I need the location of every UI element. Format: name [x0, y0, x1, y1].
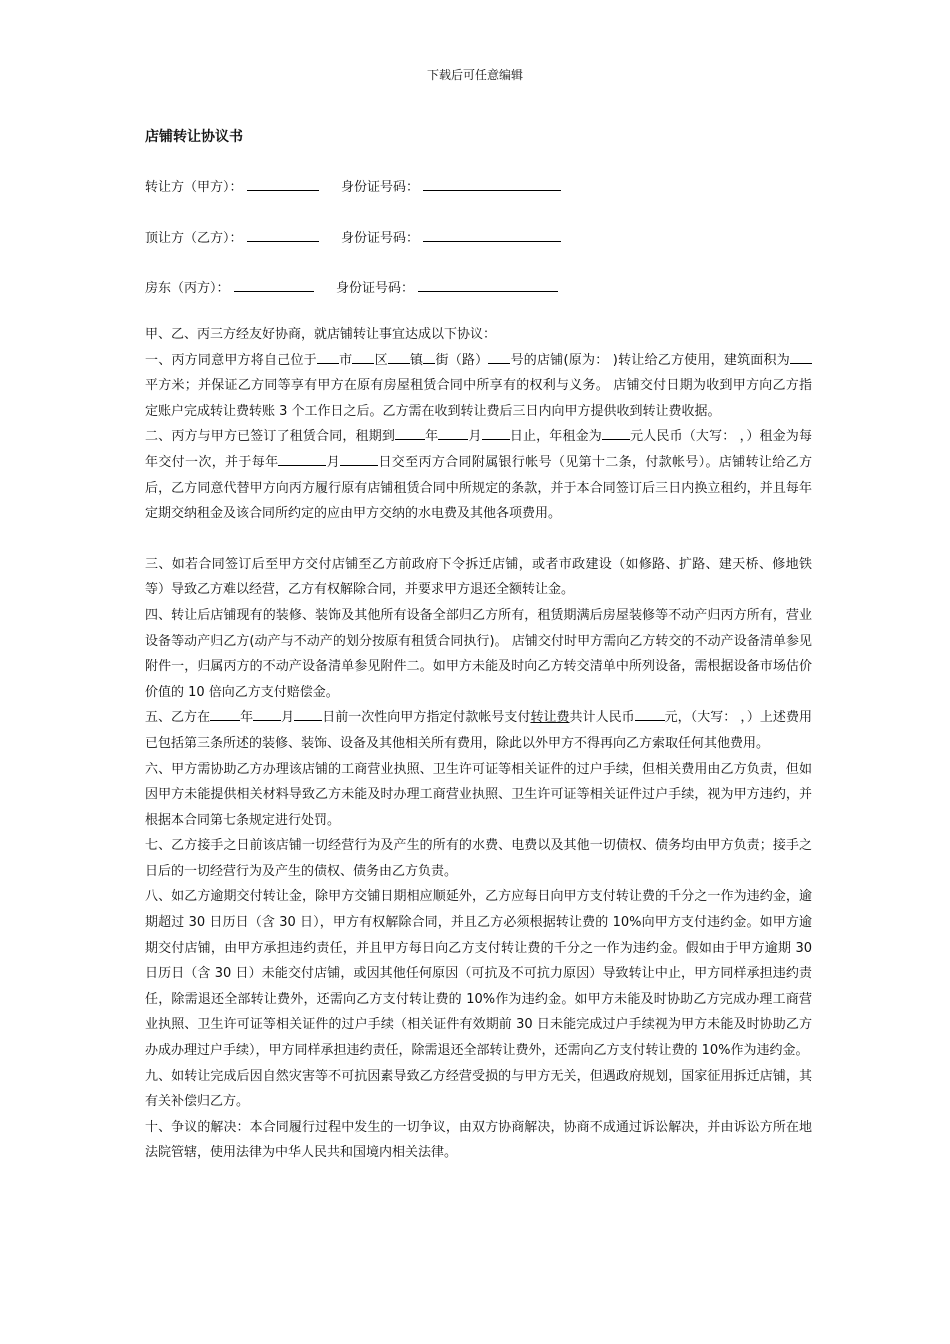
blank[interactable] [395, 425, 425, 440]
party-label: 房东（丙方）： [145, 281, 230, 296]
clause-5: 五、乙方在 年 月 日前一次性向甲方指定付款帐号支付转让费共计人民币 元，（大写： ，）上述费用已包括第三条所述的装修、装饰、设备及其他相关所有费用，除此以外甲方不得再向乙方索取任何其他费用。 [145, 705, 812, 756]
blank[interactable] [317, 349, 339, 364]
blank[interactable] [482, 425, 510, 440]
intro-paragraph: 甲、乙、丙三方经友好协商，就店铺转让事宜达成以下协议： [145, 327, 497, 342]
blank[interactable] [340, 451, 378, 466]
blank[interactable] [294, 706, 322, 721]
name-blank[interactable] [247, 227, 319, 242]
party-transferor [145, 176, 561, 196]
id-label: 身份证号码： [335, 281, 414, 296]
id-blank[interactable] [423, 227, 561, 242]
id-blank[interactable] [423, 176, 561, 191]
party-transferee [145, 227, 561, 247]
blank[interactable] [438, 425, 468, 440]
agreement-body [145, 322, 812, 1166]
document-title: 店铺转让协议书 [145, 129, 243, 145]
clause-2: 二、丙方与甲方已签订了租赁合同，租期到 年 月 日止，年租金为 元人民币（大写： ，）租金为每年交付一次，并于每年 月 日交至丙方合同附属银行帐号（见第十二条，付款帐号）。店铺转让给乙方后，乙方同意代替甲方向丙方履行原有店铺租赁合同中所规定的条款，并于本合同签订后三日内换立租约，并且每年定期交纳租金及该合同所约定的应由甲方交纳的水电费及其他各项费用。 [145, 424, 812, 526]
blank[interactable] [210, 706, 240, 721]
clause-3: 三、如若合同签订后至甲方交付店铺至乙方前政府下令拆迁店铺，或者市政建设（如修路、扩路、建天桥、修地铁等）导致乙方难以经营，乙方有权解除合同，并要求甲方退还全额转让金。 [145, 556, 812, 598]
blank[interactable] [278, 451, 326, 466]
clause-8: 八、如乙方逾期交付转让金，除甲方交铺日期相应顺延外，乙方应每日向甲方支付转让费的千分之一作为违约金，逾期超过 30 日历日（含 30 日），甲方有权解除合同，并且乙方必须根据转让费的 10%向甲方支付违约金。如甲方逾期交付店铺，由甲方承担违约责任，并且甲方每日向乙方支付转让费的千分之一作为违约金。假如由于甲方逾期 30 日历日（含 30 日）未能交付店铺，或因其他任何原因（可抗及不可抗力原因）导致转让中止，甲方同样承担违约责任，除需退还全部转让费外，还需向乙方支付转让费的 10%作为违约金。如甲方未能及时协助乙方完成办理工商营业执照、卫生许可证等相关证件的过户手续（相关证件有效期前 30 日未能完成过户手续视为甲方未能及时协助乙方办成办理过户手续），甲方同样承担违约责任，除需退还全部转让费外，还需向乙方支付转让费的 10%作为违约金。 [145, 889, 812, 1059]
blank[interactable] [423, 349, 435, 364]
id-label: 身份证号码： [340, 231, 419, 246]
blank[interactable] [388, 349, 410, 364]
blank[interactable] [602, 425, 630, 440]
blank[interactable] [635, 706, 665, 721]
blank[interactable] [352, 349, 374, 364]
clause-4: 四、转让后店铺现有的装修、装饰及其他所有设备全部归乙方所有，租赁期满后房屋装修等不动产归丙方所有，营业设备等动产归乙方(动产与不动产的划分按原有租赁合同执行)。 店铺交付时甲方需向乙方转交的不动产设备清单参见附件一，归属丙方的不动产设备清单参见附件二。如甲方未能及时向乙方转交清单中所列设备，需根据设备市场估价价值的 10 倍向乙方支付赔偿金。 [145, 607, 812, 700]
blank[interactable] [253, 706, 281, 721]
clause-7: 七、乙方接手之日前该店铺一切经营行为及产生的所有的水费、电费以及其他一切债权、债务均由甲方负责；接手之日后的一切经营行为及产生的债权、债务由乙方负责。 [145, 838, 812, 879]
party-label: 转让方（甲方）： [145, 180, 243, 195]
id-label: 身份证号码： [340, 180, 419, 195]
party-landlord [145, 277, 558, 297]
clause-10: 十、争议的解决：本合同履行过程中发生的一切争议，由双方协商解决，协商不成通过诉讼解决，并由诉讼方所在地法院管辖，使用法律为中华人民共和国境内相关法律。 [145, 1119, 812, 1161]
clause-1: 一、丙方同意甲方将自己位于 市 区 镇 街（路） 号的店铺(原为： )转让给乙方使用，建筑面积为平方米；并保证乙方同等享有甲方在原有房屋租赁合同中所享有的权利与义务。 店铺交付日期为收到甲方向乙方指定账户完成转让费转账 3 个工作日之后。乙方需在收到转让费后三日内向甲方提供收到转让费收据。 [145, 348, 812, 425]
clause-6: 六、甲方需协助乙方办理该店铺的工商营业执照、卫生许可证等相关证件的过户手续，但相关费用由乙方负责，但如因甲方未能提供相关材料导致乙方未能及时办理工商营业执照、卫生许可证等相关证件过户手续，视为甲方违约，并根据本合同第七条规定进行处罚。 [145, 761, 812, 828]
name-blank[interactable] [234, 277, 314, 292]
party-label: 顶让方（乙方）： [145, 231, 243, 246]
blank[interactable] [790, 349, 812, 364]
clause-9: 九、如转让完成后因自然灾害等不可抗因素导致乙方经营受损的与甲方无关，但遇政府规划，国家征用拆迁店铺，其有关补偿归乙方。 [145, 1068, 812, 1110]
blank[interactable] [488, 349, 510, 364]
name-blank[interactable] [247, 176, 319, 191]
page-header: 下载后可任意编辑 [426, 68, 523, 82]
id-blank[interactable] [418, 277, 558, 292]
